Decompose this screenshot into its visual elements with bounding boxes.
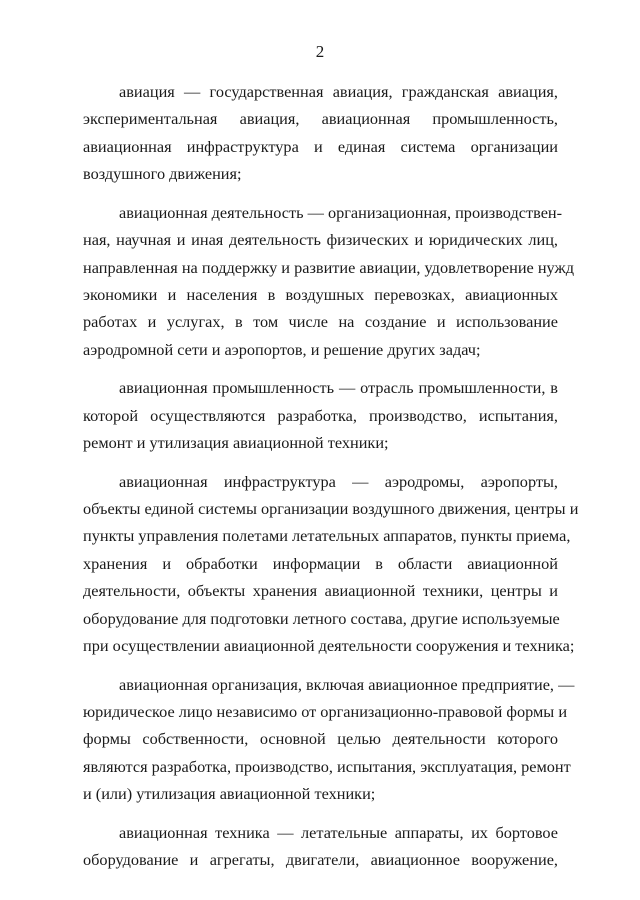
text-line: при осуществлении авиационной деятельности сооружения и техника; <box>83 635 575 655</box>
text-line: работах и услугах, в том числе на создание и использование <box>83 312 558 332</box>
text-line: ная, научная и иная деятельность физических и юридических лиц, <box>83 230 558 250</box>
text-line: объекты единой системы организации воздушного движения, центры и <box>83 499 579 519</box>
text-line: являются разработка, производство, испытания, эксплуатация, ремонт <box>83 756 571 776</box>
text-line: которой осуществляются разработка, производство, испытания, <box>83 405 558 425</box>
paragraph-aviation-infrastructure <box>83 468 579 660</box>
text-line: направленная на поддержку и развитие авиации, удовлетворение нужд <box>83 257 575 277</box>
paragraph-aviation-organization <box>83 671 575 808</box>
text-line: авиационная деятельность — организационная, производствен- <box>119 202 563 222</box>
text-line: авиационная организация, включая авиационное предприятие, — <box>119 674 575 694</box>
text-line: оборудование и агрегаты, двигатели, авиационное вооружение, <box>83 850 558 870</box>
page-number: 2 <box>315 42 325 61</box>
text-line: авиационная техника — летательные аппараты, их бортовое <box>119 822 558 842</box>
paragraph-aviation-industry <box>83 374 558 456</box>
text-line: экспериментальная авиация, авиационная промышленность, <box>83 109 558 129</box>
paragraph-aviation <box>83 78 558 188</box>
text-line: юридическое лицо независимо от организационно-правовой формы и <box>83 701 568 721</box>
paragraph-aviation-equipment <box>83 819 558 874</box>
text-line: формы собственности, основной целью деятельности которого <box>83 729 558 749</box>
text-line: и (или) утилизация авиационной техники; <box>83 784 376 804</box>
text-line: ремонт и утилизация авиационной техники; <box>83 433 389 453</box>
text-line: авиационная инфраструктура — аэродромы, аэропорты, <box>119 471 558 491</box>
text-line: пункты управления полетами летательных аппаратов, пункты приема, <box>83 526 571 546</box>
text-line: аэродромной сети и аэропортов, и решение других задач; <box>83 339 481 359</box>
text-line: воздушного движения; <box>83 164 242 184</box>
text-line: деятельности, объекты хранения авиационной техники, центры и <box>83 581 558 601</box>
paragraph-aviation-activity <box>83 199 575 363</box>
text-line: экономики и населения в воздушных перевозках, авиационных <box>83 284 558 304</box>
text-line: оборудование для подготовки летного состава, другие используемые <box>83 608 560 628</box>
text-line: авиационная промышленность — отрасль промышленности, в <box>119 378 558 398</box>
document-body <box>83 78 579 885</box>
text-line: хранения и обработки информации в области авиационной <box>83 553 558 573</box>
text-line: авиационная инфраструктура и единая система организации <box>83 136 558 156</box>
text-line: авиация — государственная авиация, гражданская авиация, <box>119 82 558 101</box>
